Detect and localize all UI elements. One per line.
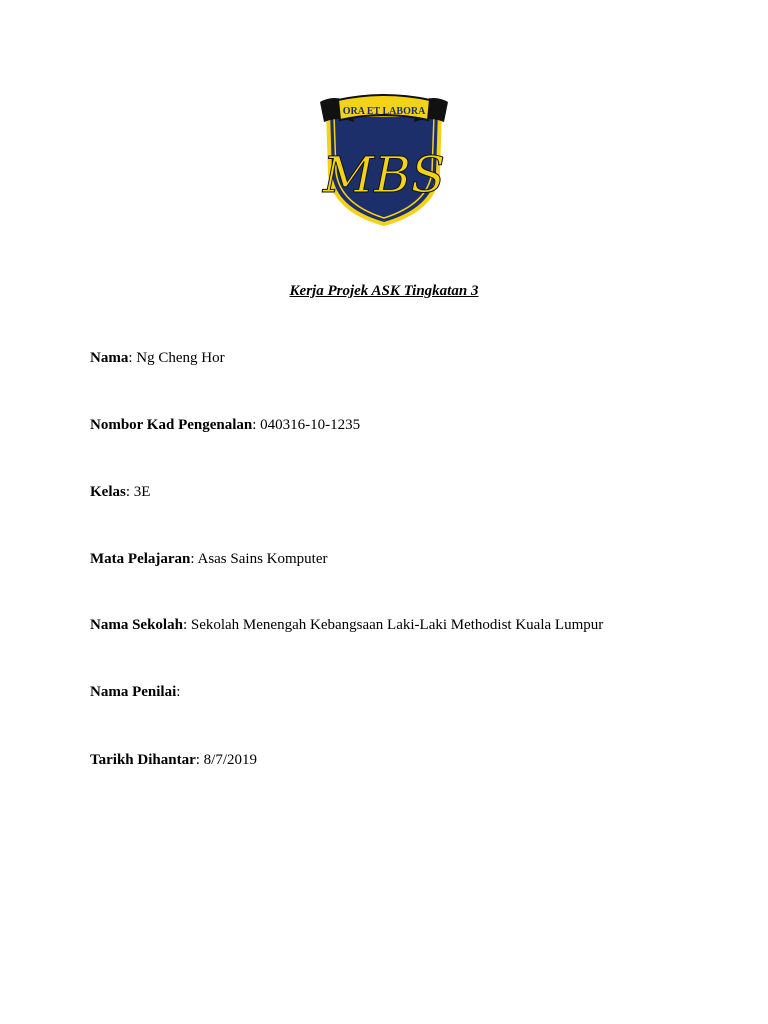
field-value: Ng Cheng Hor (136, 350, 225, 366)
field-label: Nama (90, 350, 129, 366)
field-separator: : (252, 417, 261, 433)
field-label: Mata Pelajaran (90, 551, 191, 567)
field-value: Sekolah Menengah Kebangsaan Laki-Laki Methodist Kuala Lumpur (190, 617, 604, 633)
field-label: Tarikh Dihantar (90, 752, 196, 768)
field-label: Nombor Kad Pengenalan (90, 417, 253, 433)
field-nama (90, 349, 225, 367)
field-value: Asas Sains Komputer (197, 551, 328, 567)
field-mata-pelajaran (90, 550, 327, 568)
field-separator: : (176, 684, 181, 700)
field-nama-penilai (90, 683, 180, 701)
field-tarikh-dihantar (90, 751, 257, 769)
field-separator: : (128, 350, 137, 366)
field-value: 040316-10-1235 (260, 417, 361, 433)
field-value: 8/7/2019 (203, 752, 257, 768)
motto-text: ORA ET LABORA (342, 106, 426, 117)
school-crest-icon (314, 92, 454, 230)
field-kelas (90, 483, 150, 501)
field-label: Nama Penilai (90, 684, 177, 700)
school-crest-logo (314, 92, 454, 230)
field-nama-sekolah (90, 616, 603, 634)
monogram-text: MBS (322, 146, 446, 204)
field-nombor-kad-pengenalan (90, 416, 360, 434)
field-separator: : (190, 551, 198, 567)
document-title: Kerja Projek ASK Tingkatan 3 (289, 283, 479, 299)
field-value: 3E (133, 484, 151, 500)
field-separator: : (125, 484, 134, 500)
field-label: Kelas (90, 484, 126, 500)
field-separator: : (195, 752, 204, 768)
field-separator: : (182, 617, 191, 633)
field-label: Nama Sekolah (90, 617, 183, 633)
